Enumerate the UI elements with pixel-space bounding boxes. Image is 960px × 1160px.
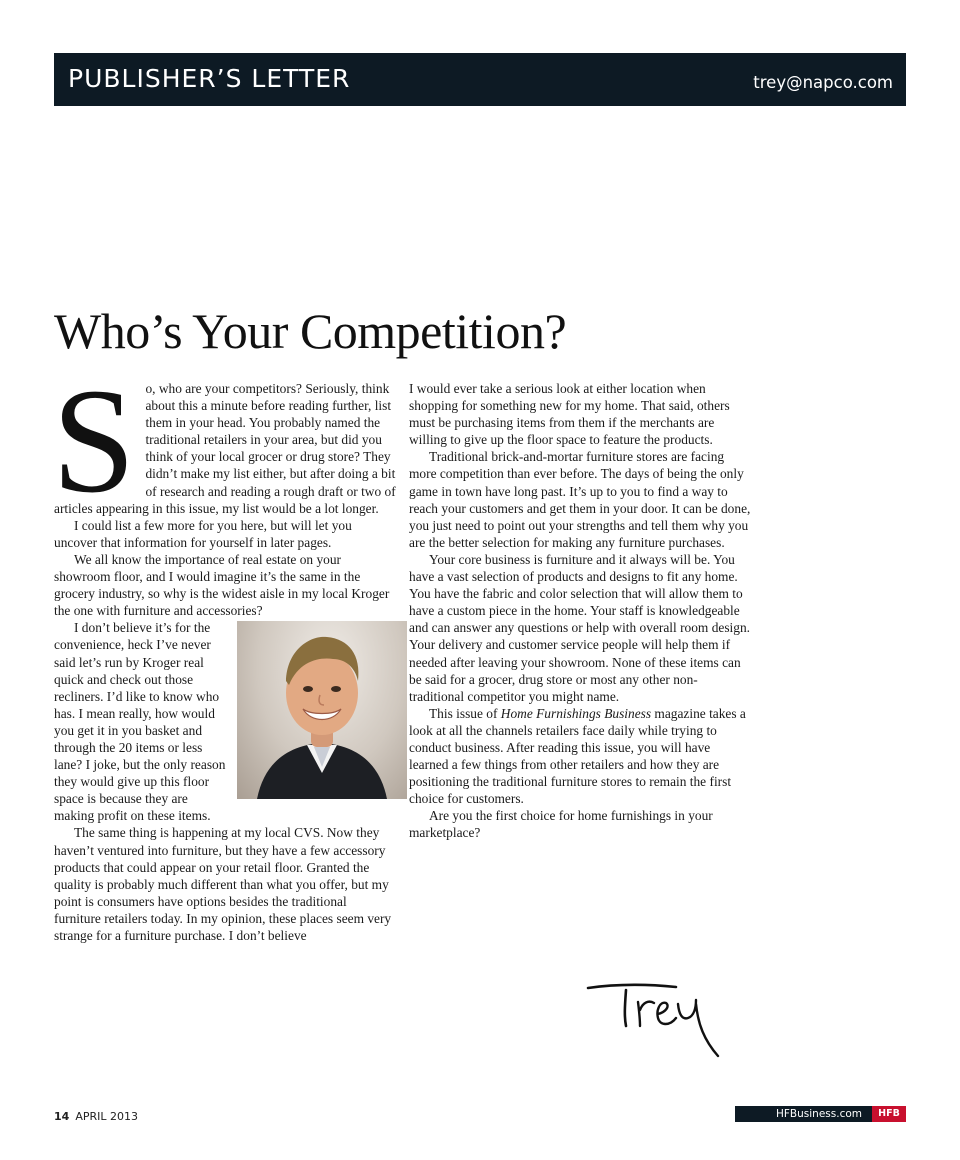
- article-paragraph: I could list a few more for you here, but will let you uncover that information for yourself in later pages.: [54, 517, 352, 550]
- magazine-name: Home Furnishings Business: [500, 705, 652, 721]
- article-paragraph: The same thing is happening at my local CVS. Now they haven’t ventured into furniture, but they have a few accessory products that could appear on your retail floor. Granted the quality is probably much different than what you offer, but my point is consumers have options besides the traditional furniture retailers today. In my opinion, these places seem very strange for a furniture purchase. I don’t believe: [54, 825, 392, 943]
- article-closing: Are you the first choice for home furnishings in your marketplace?: [409, 808, 713, 841]
- article-paragraph: [409, 705, 751, 808]
- hfb-logo: HFB: [872, 1106, 906, 1122]
- page-footer: [54, 1110, 138, 1123]
- article-paragraph: o, who are your competitors? Seriously, think about this a minute before reading further, list them in your head. You probably named the traditional retailers in your area, but did you think of your local grocer or drug store? They didn’t make my list either, but after doing a bit of research and reading a rough draft or two of articles appearing in this issue, my list would be a lot longer.: [54, 381, 396, 516]
- article-paragraph: We all know the importance of real estate on your showroom floor, and I would imagine it’s the same in the grocery industry, so why is the widest aisle in my local Kroger the one with furniture and accessories?: [54, 551, 390, 619]
- article-headline: Who’s Your Competition?: [54, 303, 567, 359]
- article-paragraph: Your core business is furniture and it always will be. You have a vast selection of products and designs to fit any home. You have the fabric and color selection that will allow them to have a custom piece in the home. Your staff is knowledgeable and can answer any questions or help with overall room design. Your delivery and customer service people will help them if needed after leaving your showroom. None of these items can be said for a grocer, drug store or most any other non-traditional competitor you might name.: [409, 551, 751, 704]
- website-link[interactable]: HFBusiness.com: [776, 1108, 862, 1120]
- author-portrait-icon: [237, 621, 407, 799]
- article-column-left: [52, 358, 396, 944]
- article-paragraph: Traditional brick-and-mortar furniture stores are facing more competition than ever before. The days of being the only game in town have long past. It’s up to you to find a way to reach your customers and get them in your door. It can be done, you just need to point out your strengths and tell them why you are the better selection for making any furniture purchases.: [409, 449, 751, 550]
- author-photo: [237, 621, 407, 799]
- issue-date: APRIL 2013: [75, 1110, 138, 1123]
- paragraph-text: This issue of: [429, 705, 501, 721]
- handwritten-signature-icon: [586, 974, 736, 1064]
- section-header-bar: [54, 53, 906, 106]
- paragraph-text: magazine takes a look at all the channels retailers face daily while trying to conduct business. After reading this issue, you will have learned a few things from other retailers and how they are positioning the traditional furniture stores to remain the first choice for customers.: [409, 705, 746, 807]
- signature: [586, 974, 736, 1064]
- footer-bar: [735, 1106, 906, 1122]
- drop-cap: S: [52, 358, 136, 524]
- publisher-email[interactable]: trey@napco.com: [753, 73, 893, 92]
- section-title: PUBLISHER’S LETTER: [68, 64, 351, 93]
- article-paragraph: I don’t believe it’s for the convenience, heck I’ve never said let’s run by Kroger real quick and check out those recliners. I’d like to know who has. I mean really, how would you get it in you basket and through the 20 items or less lane? I joke, but the only reason they would give up this floor space is because they are making profit on these items.: [54, 620, 226, 824]
- article-column-right: [409, 380, 751, 842]
- page-number: 14: [54, 1110, 70, 1123]
- article-paragraph: I would ever take a serious look at either location when shopping for something new for my home. That said, others must be purchasing items from them if the merchants are willing to give up the floor space to feature the products.: [409, 381, 730, 448]
